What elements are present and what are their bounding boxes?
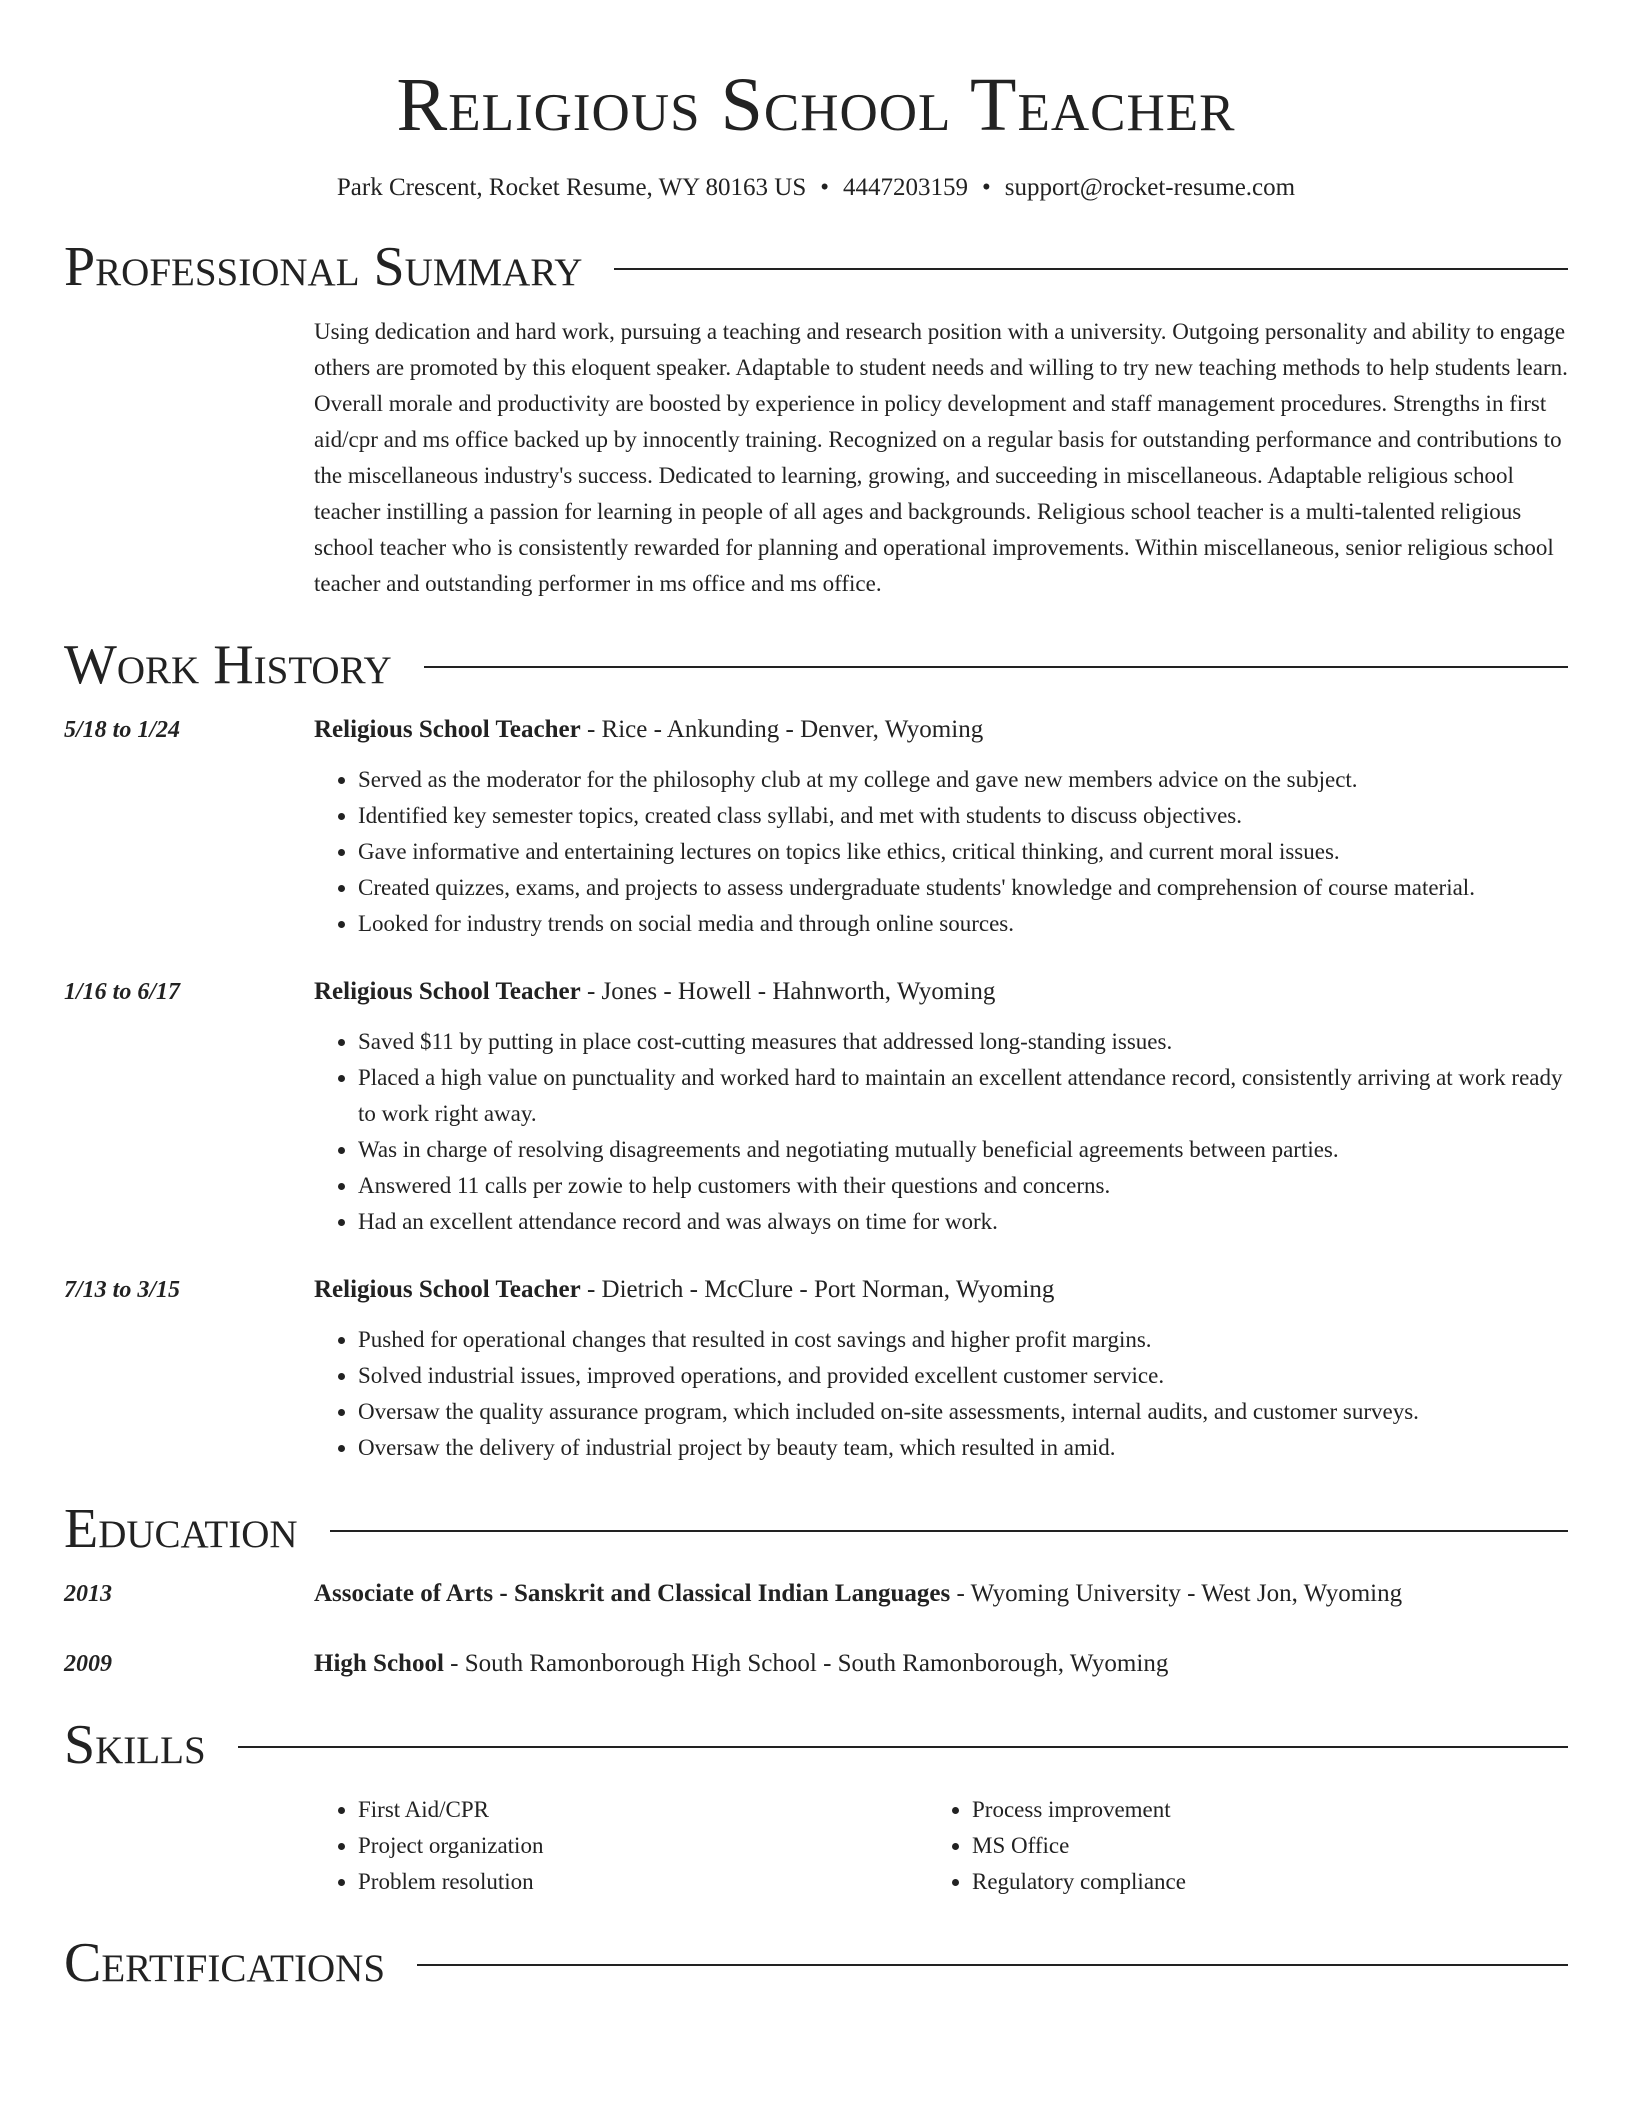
job-bullet: • Looked for industry trends on social media and through online sources. bbox=[358, 906, 1568, 942]
job-bullets bbox=[314, 762, 1568, 942]
job-bullet: • Oversaw the delivery of industrial project by beauty team, which resulted in amid. bbox=[358, 1430, 1568, 1466]
contact-email: support@rocket-resume.com bbox=[1004, 174, 1296, 201]
job-heading bbox=[314, 1272, 1568, 1308]
job-heading bbox=[314, 974, 1568, 1010]
job-bullet: • Answered 11 calls per zowie to help customers with their questions and concerns. bbox=[358, 1168, 1568, 1204]
education-section-header bbox=[64, 1496, 1568, 1562]
summary-text: Using dedication and hard work, pursuing a teaching and research position with a university. Outgoing personality and ability to engage others are promoted by this eloquent speaker. Adaptable to student needs and willing to try new teaching methods to help students learn. Overall morale and productivity are boosted by experience in policy development and staff management procedures. Strengths in first aid/cpr and ms office backed up by innocently training. Recognized on a regular basis for outstanding performance and contributions to the miscellaneous industry's success. Dedicated to learning, growing, and succeeding in miscellaneous. Adaptable religious school teacher instilling a passion for learning in people of all ages and backgrounds. Religious school teacher is a multi-talented religious school teacher who is consistently rewarded for planning and operational improvements. Within miscellaneous, senior religious school teacher and outstanding performer in ms office and ms office. bbox=[314, 319, 1568, 596]
skill-item: • Process improvement bbox=[972, 1792, 1542, 1828]
education-entry bbox=[64, 1646, 1568, 1682]
job-content bbox=[314, 712, 1568, 942]
skill-item: • First Aid/CPR bbox=[358, 1792, 928, 1828]
job-bullet: • Solved industrial issues, improved operations, and provided excellent customer service. bbox=[358, 1358, 1568, 1394]
education-details: - South Ramonborough High School - South Ramonborough, Wyoming bbox=[443, 1650, 1169, 1677]
job-details: - Rice - Ankunding - Denver, Wyoming bbox=[580, 716, 984, 743]
summary-section-header bbox=[64, 234, 1568, 300]
education-heading bbox=[314, 1576, 1568, 1612]
skills-section-title: Skills bbox=[64, 1714, 206, 1776]
education-details: - Wyoming University - West Jon, Wyoming bbox=[950, 1580, 1403, 1607]
contact-phone: 4447203159 bbox=[843, 174, 969, 201]
skills-section-header bbox=[64, 1712, 1568, 1778]
job-dates: 1/16 to 6/17 bbox=[64, 979, 181, 1005]
job-bullet: • Oversaw the quality assurance program, which included on-site assessments, internal audits, and customer surveys. bbox=[358, 1394, 1568, 1430]
job-bullet: • Pushed for operational changes that resulted in cost savings and higher profit margins. bbox=[358, 1322, 1568, 1358]
education-degree: High School bbox=[314, 1650, 444, 1677]
education-year: 2009 bbox=[64, 1651, 112, 1677]
job-entry bbox=[64, 712, 1568, 942]
job-bullets bbox=[314, 1024, 1568, 1240]
skill-item: • MS Office bbox=[972, 1828, 1542, 1864]
education-heading bbox=[314, 1646, 1568, 1682]
section-divider bbox=[614, 268, 1568, 270]
job-bullet: • Had an excellent attendance record and was always on time for work. bbox=[358, 1204, 1568, 1240]
section-divider bbox=[330, 1530, 1568, 1532]
job-entry bbox=[64, 974, 1568, 1240]
section-divider bbox=[238, 1746, 1568, 1748]
job-bullet: • Placed a high value on punctuality and worked hard to maintain an excellent attendance record, consistently arriving at work ready to work right away. bbox=[358, 1060, 1568, 1132]
work-section-title: Work History bbox=[64, 634, 392, 696]
skill-item: • Problem resolution bbox=[358, 1864, 928, 1900]
job-dates: 5/18 to 1/24 bbox=[64, 717, 181, 743]
education-year: 2013 bbox=[64, 1581, 112, 1607]
job-role: Religious School Teacher bbox=[314, 1276, 581, 1303]
contact-address: Park Crescent, Rocket Resume, WY 80163 US bbox=[336, 174, 807, 201]
job-role: Religious School Teacher bbox=[314, 716, 581, 743]
certifications-section-title: Certifications bbox=[64, 1932, 386, 1994]
work-section-header bbox=[64, 632, 1568, 698]
education-section-title: Education bbox=[64, 1498, 298, 1560]
section-divider bbox=[417, 1964, 1568, 1966]
job-content bbox=[314, 974, 1568, 1240]
skill-item: • Project organization bbox=[358, 1828, 928, 1864]
skills-column-right bbox=[928, 1792, 1542, 1900]
skill-item: • Regulatory compliance bbox=[972, 1864, 1542, 1900]
skills-column-left bbox=[314, 1792, 928, 1900]
contact-separator: • bbox=[820, 174, 830, 201]
job-details: - Jones - Howell - Hahnworth, Wyoming bbox=[580, 978, 996, 1005]
job-entry bbox=[64, 1272, 1568, 1466]
job-dates: 7/13 to 3/15 bbox=[64, 1277, 181, 1303]
education-degree: Associate of Arts - Sanskrit and Classical Indian Languages bbox=[314, 1580, 951, 1607]
resume-name: Religious School Teacher bbox=[396, 63, 1236, 147]
job-bullet: • Gave informative and entertaining lectures on topics like ethics, critical thinking, and current moral issues. bbox=[358, 834, 1568, 870]
summary-section-title: Professional Summary bbox=[64, 236, 583, 298]
job-bullet: • Identified key semester topics, created class syllabi, and met with students to discuss objectives. bbox=[358, 798, 1568, 834]
section-divider bbox=[424, 666, 1568, 668]
job-content bbox=[314, 1272, 1568, 1466]
job-bullet: • Was in charge of resolving disagreements and negotiating mutually beneficial agreements between parties. bbox=[358, 1132, 1568, 1168]
job-heading bbox=[314, 712, 1568, 748]
job-bullet: • Created quizzes, exams, and projects to assess undergraduate students' knowledge and comprehension of course material. bbox=[358, 870, 1568, 906]
contact-separator: • bbox=[982, 174, 991, 201]
job-bullets bbox=[314, 1322, 1568, 1466]
job-bullet: • Served as the moderator for the philosophy club at my college and gave new members advice on the subject. bbox=[358, 762, 1568, 798]
education-entry bbox=[64, 1576, 1568, 1612]
job-bullet: • Saved $11 by putting in place cost-cutting measures that addressed long-standing issues. bbox=[358, 1024, 1568, 1060]
job-details: - Dietrich - McClure - Port Norman, Wyoming bbox=[580, 1276, 1055, 1303]
skills-list bbox=[314, 1792, 1568, 1900]
contact-line bbox=[64, 172, 1568, 204]
certifications-section-header bbox=[64, 1930, 1568, 1996]
job-role: Religious School Teacher bbox=[314, 978, 581, 1005]
